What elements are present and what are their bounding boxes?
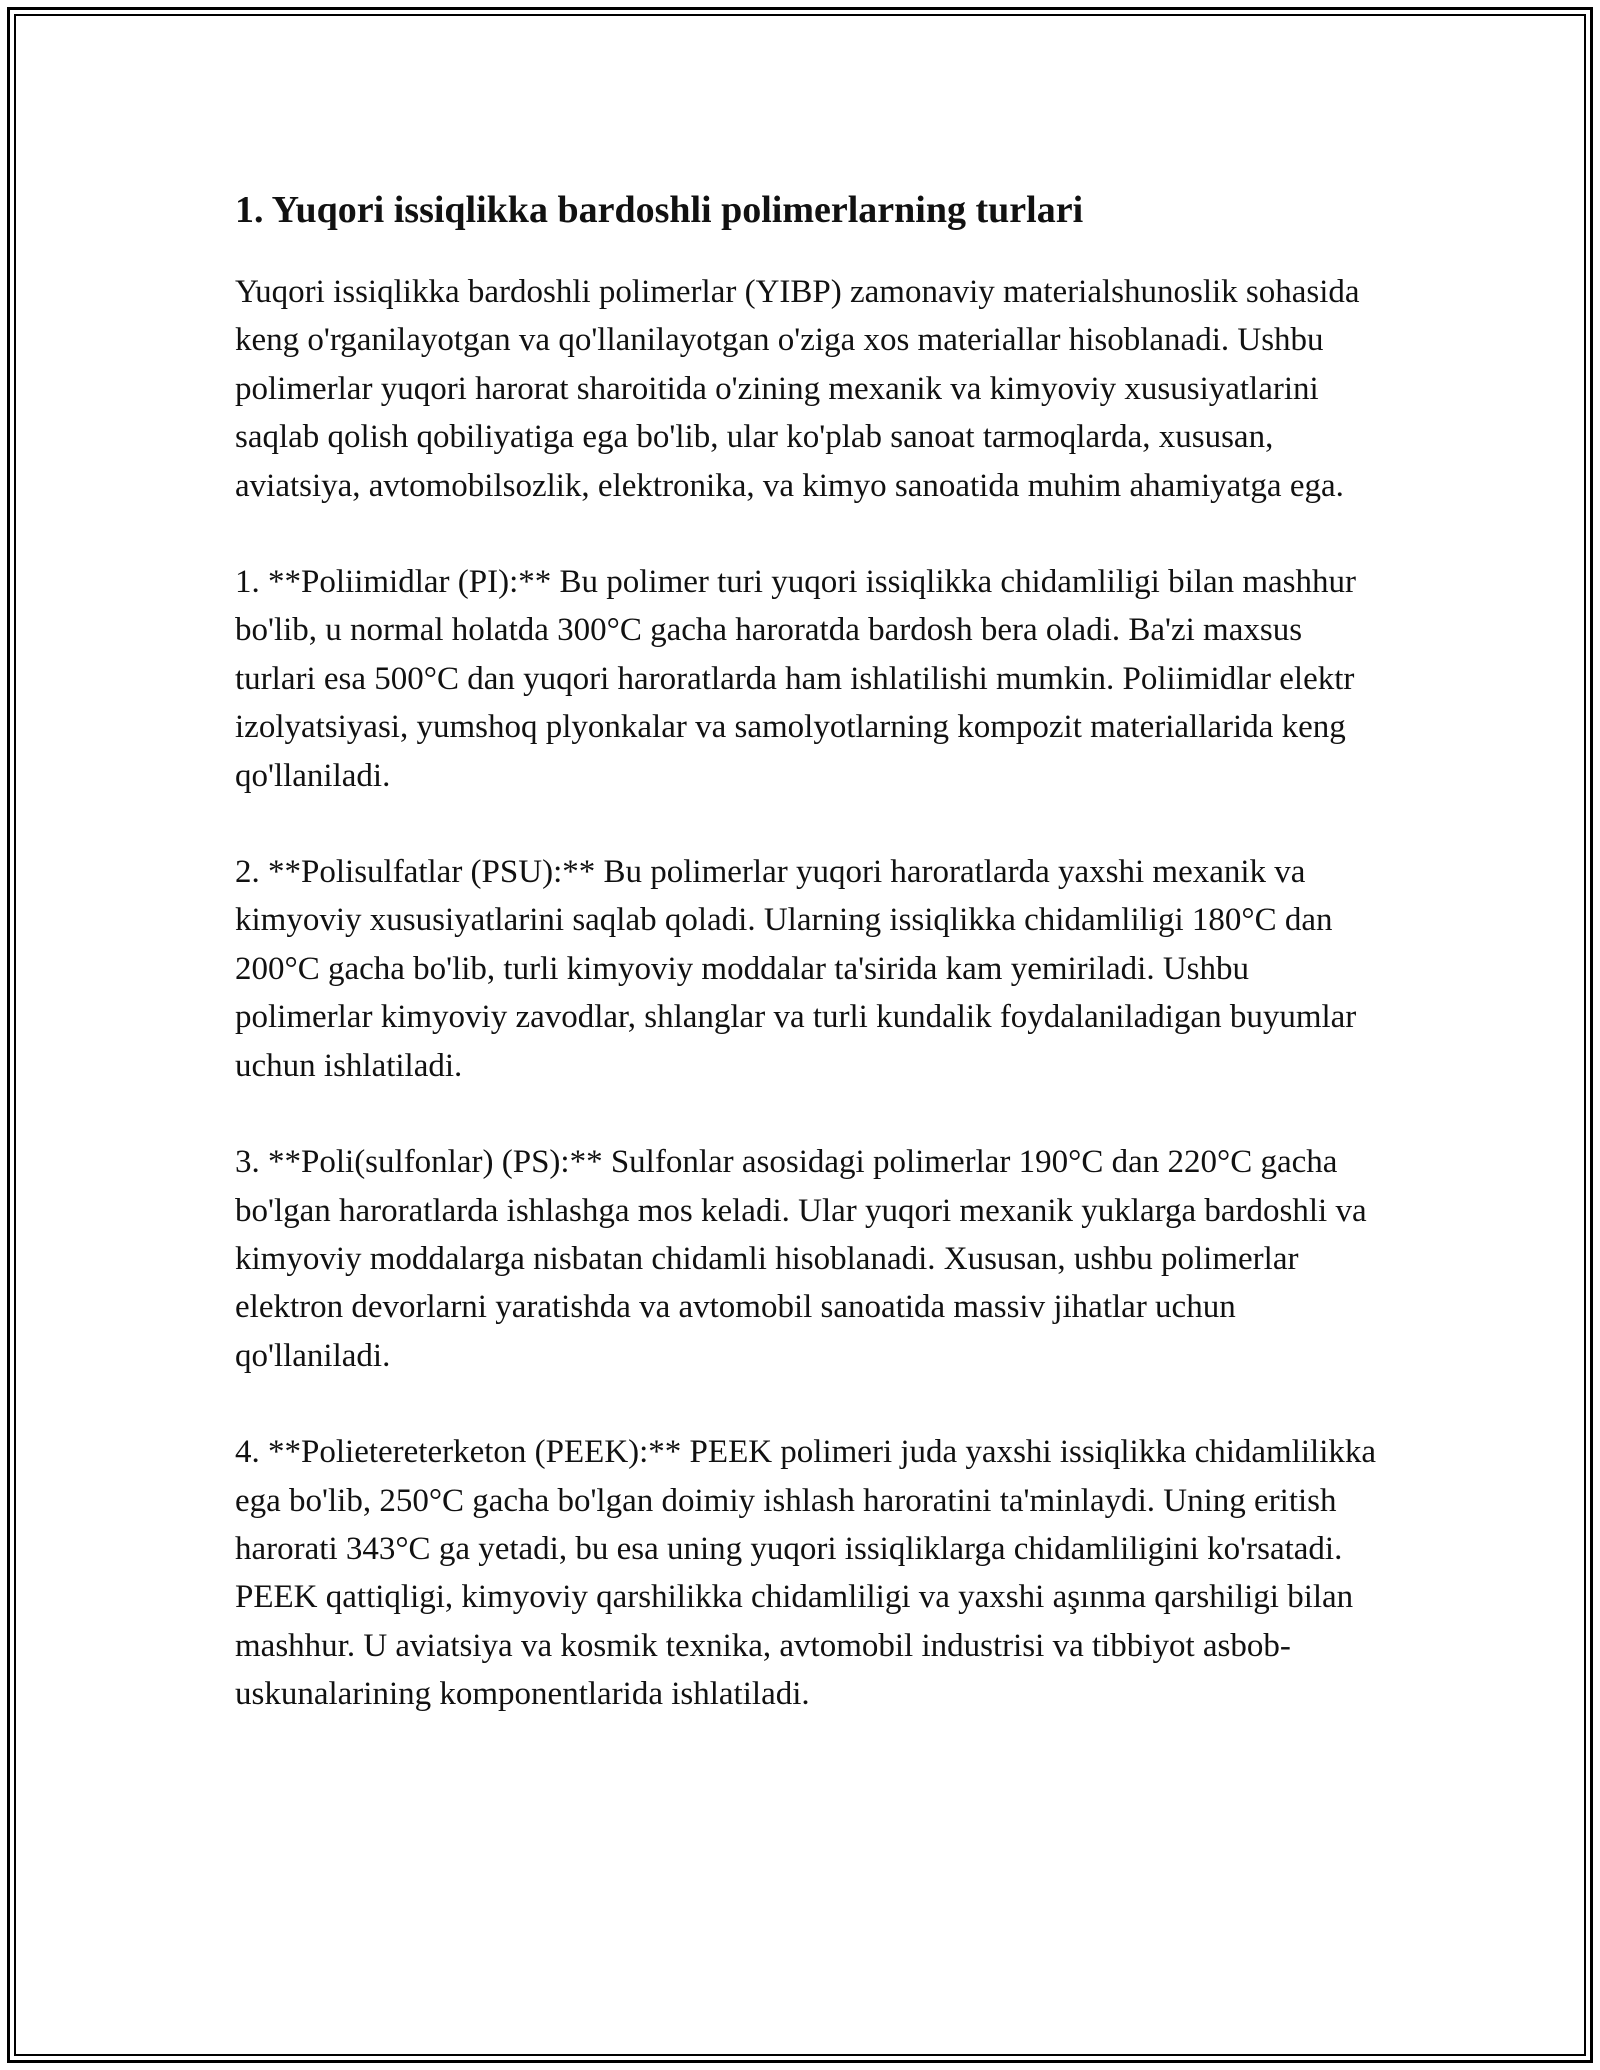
- paragraph-peek: 4. **Polietereterketon (PEEK):** PEEK polimeri juda yaxshi issiqlikka chidamlilikka ega bo'lib, 250°C gacha bo'lgan doimiy ishlash haroratini ta'minlaydi. Uning eritish harorati 343°C ga yetadi, bu esa uning yuqori issiqliklarga chidamliligini ko'rsatadi. PEEK qattiqligi, kimyoviy qarshilikka chidamliligi va yaxshi aşınma qarshiligi bilan mashhur. U aviatsiya va kosmik texnika, avtomobil industrisi va tibbiyot asbob-uskunalarining komponentlarida ishlatiladi.: [235, 1434, 1377, 1713]
- paragraph-polisulfatlar: 2. **Polisulfatlar (PSU):** Bu polimerlar yuqori haroratlarda yaxshi mexanik va kimyoviy xususiyatlarini saqlab qoladi. Ularning issiqlikka chidamliligi 180°C dan 200°C gacha bo'lib, turli kimyoviy moddalar ta'sirida kam yemiriladi. Ushbu polimerlar kimyoviy zavodlar, shlanglar va turli kundalik foydalaniladigan buyumlar uchun ishlatiladi.: [235, 854, 1357, 1084]
- document-title: 1. Yuqori issiqlikka bardoshli polimerlarning turlari: [235, 189, 1084, 231]
- paragraph-poliimidlar: 1. **Poliimidlar (PI):** Bu polimer turi yuqori issiqlikka chidamliligi bilan mashhur bo'lib, u normal holatda 300°C gacha haroratda bardosh bera oladi. Ba'zi maxsus turlari esa 500°C dan yuqori haroratlarda ham ishlatilishi mumkin. Poliimidlar elektr izolyatsiyasi, yumshoq plyonkalar va samolyotlarning kompozit materiallarida keng qo'llaniladi.: [235, 564, 1356, 794]
- intro-paragraph: Yuqori issiqlikka bardoshli polimerlar (YIBP) zamonaviy materialshunoslik sohasida keng o'rganilayotgan va qo'llanilayotgan o'ziga xos materiallar hisoblanadi. Ushbu polimerlar yuqori harorat sharoitida o'zining mexanik va kimyoviy xususiyatlarini saqlab qolish qobiliyatiga ega bo'lib, ular ko'plab sanoat tarmoqlarda, xususan, aviatsiya, avtomobilsozlik, elektronika, va kimyo sanoatida muhim ahamiyatga ega.: [235, 274, 1360, 504]
- paragraph-polisulfonlar: 3. **Poli(sulfonlar) (PS):** Sulfonlar asosidagi polimerlar 190°C dan 220°C gacha bo'lgan haroratlarda ishlashga mos keladi. Ular yuqori mexanik yuklarga bardoshli va kimyoviy moddalarga nisbatan chidamli hisoblanadi. Xususan, ushbu polimerlar elektron devorlarni yaratishda va avtomobil sanoatida massiv jihatlar uchun qo'llaniladi.: [235, 1144, 1367, 1374]
- document-body: [235, 180, 1385, 1767]
